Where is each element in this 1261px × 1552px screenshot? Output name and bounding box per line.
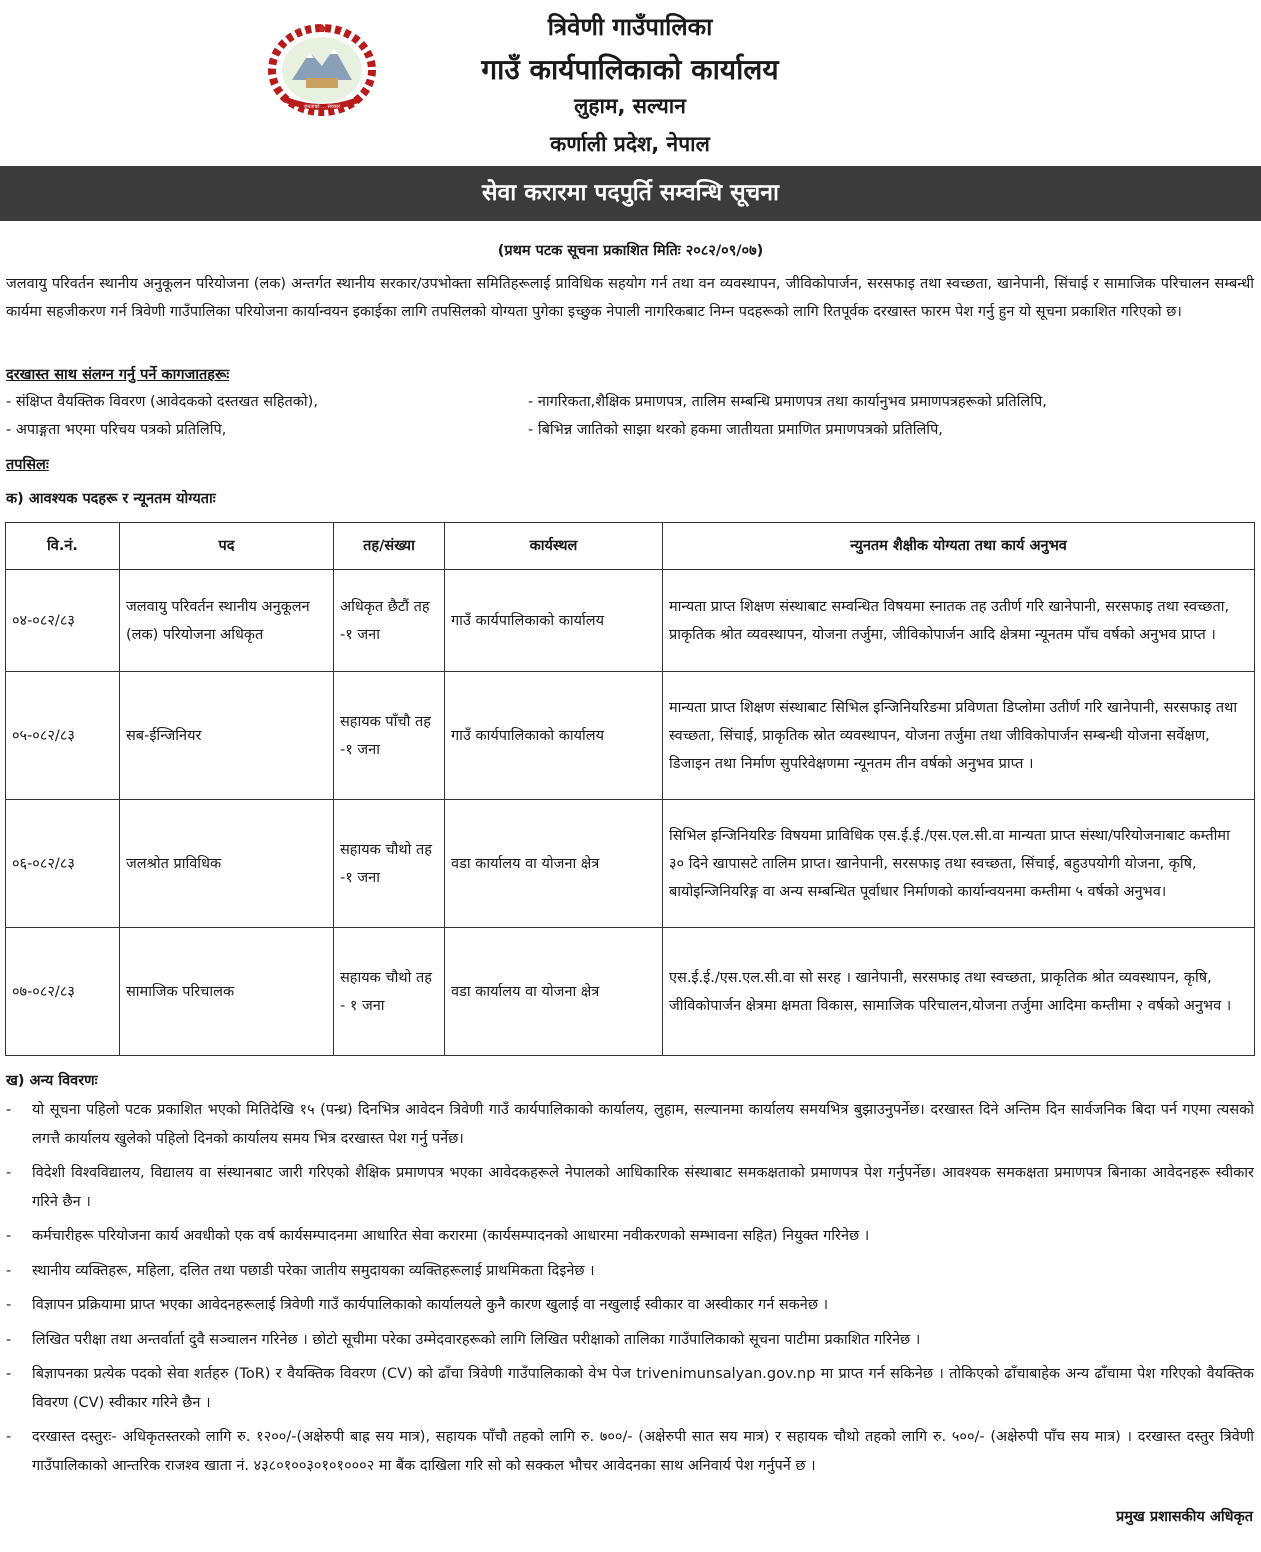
column-header: वि.नं. — [6, 523, 120, 570]
cell-place: वडा कार्यालय वा योजना क्षेत्र — [445, 928, 663, 1056]
document-item: - अपाङ्गता भएमा परिचय पत्रको प्रतिलिपि, — [6, 422, 227, 438]
tapasil-heading: तपसिलः — [6, 457, 49, 473]
other-details-list — [6, 1096, 1254, 1480]
list-item: - विज्ञापन प्रक्रियामा प्राप्त भएका आवेदनहरूलाई त्रिवेणी गाउँ कार्यपालिकाको कार्यालयले कुनै कारण खुलाई वा नखुलाई स्वीकार वा अस्वीकार गर्न सकनेछ । — [6, 1291, 1254, 1320]
cell-post: जलश्रोत प्राविधिक — [120, 800, 334, 928]
section-a-heading: क) आवश्यक पदहरू र न्यूनतम योग्यताः — [6, 491, 216, 507]
cell-number: ०७-०८२/८३ — [6, 928, 120, 1056]
publication-date: (प्रथम पटक सूचना प्रकाशित मितिः २०८२/०९/०७) — [497, 243, 764, 259]
list-item: - विदेशी विश्वविद्यालय, विद्यालय वा संस्थानबाट जारी गरिएको शैक्षिक प्रमाणपत्र भएका आवेदकहरूले नेपालको आधिकारिक संस्थाबाट समकक्षताको प्रमाणपत्र पेश गर्नुपर्नेछ। आवश्यक समकक्षता प्रमाणपत्र बिनाका आवेदनहरू स्वीकार गरिने छैन । — [6, 1159, 1254, 1216]
office-address: लुहाम, सल्यान — [574, 94, 686, 118]
cell-post: जलवायु परिवर्तन स्थानीय अनुकूलन (लक) परियोजना अधिकृत — [120, 570, 334, 672]
documents-heading: दरखास्त साथ संलग्न गर्नु पर्ने कागजातहरूः — [6, 367, 230, 383]
cell-level: सहायक चौथो तह -१ जना — [334, 800, 445, 928]
list-item: - स्थानीय व्यक्तिहरू, महिला, दलित तथा पछाडी परेका जातीय समुदायका व्यक्तिहरूलाई प्राथमिकता दिइनेछ । — [6, 1257, 1254, 1286]
intro-paragraph: जलवायु परिवर्तन स्थानीय अनुकूलन परियोजना (लक) अन्तर्गत स्थानीय सरकार/उपभोक्ता समितिहरूलाई प्राविधिक सहयोग गर्न तथा वन व्यवस्थापन, जीविकोपार्जन, सरसफाइ तथा स्वच्छता, खानेपानी, सिंचाई र सामाजिक परिचालन सम्बन्धी कार्यमा सहजीकरण गर्न त्रिवेणी गाउँपालिका परियोजना कार्यान्वयन इकाईका लागि तपसिलको योग्यता पुगेका इच्छुक नेपाली नागरिकबाट निम्न पदहरूको लागि रितपूर्वक दरखास्त फारम पेश गर्नु हुन यो सूचना प्रकाशित गरिएको छ। — [6, 276, 1254, 320]
table-row — [6, 928, 1255, 1056]
list-item: - बिज्ञापनका प्रत्येक पदको सेवा शर्तहरु (ToR) र वैयक्तिक विवरण (CV) को ढाँचा त्रिवेणी गाउँपालिकाको वेभ पेज trivenimunsalyan.gov.np मा प्राप्त गर्न सकिनेछ । तोकिएको ढाँचाबाहेक अन्य ढाँचामा पेश गरिएको वैयक्तिक विवरण (CV) स्वीकार गरिने छैन । — [6, 1360, 1254, 1417]
list-item: - दरखास्त दस्तुरः- अधिकृतस्तरको लागि रु. १२००/-(अक्षेरुपी बाह्र सय मात्र), सहायक पाँचौ तहको लागि रु. ७००/- (अक्षेरुपी सात सय मात्र) र सहायक चौथो तहको लागि रु. ५००/- (अक्षेरुपी पाँच सय मात्र) । दरखास्त दस्तुर त्रिवेणी गाउँपालिकाको आन्तरिक राजश्व खाता नं. ४३८०१००३०१०१०००२ मा बैंक दाखिला गरि सो को सक्कल भौचर आवेदनका साथ अनिवार्य पेश गर्नुपर्ने छ । — [6, 1423, 1254, 1480]
letterhead — [0, 0, 1261, 162]
cell-level: सहायक पाँचौ तह -१ जना — [334, 672, 445, 800]
list-item: - यो सूचना पहिलो पटक प्रकाशित भएको मितिदेखि १५ (पन्ध्र) दिनभित्र आवेदन त्रिवेणी गाउँ कार्यपालिकाको कार्यालय, लुहाम, सल्यानमा कार्यालय समयभित्र बुझाउनुपर्नेछ। दरखास्त दिने अन्तिम दिन सार्वजनिक बिदा पर्न गएमा त्यसको लगत्तै कार्यालय खुलेको पहिलो दिनको कार्यालय समय भित्र दरखास्त पेश गर्नु पर्नेछ। — [6, 1096, 1254, 1153]
cell-post: सब-ईन्जिनियर — [120, 672, 334, 800]
table-row — [6, 800, 1255, 928]
cell-level: सहायक चौथो तह - १ जना — [334, 928, 445, 1056]
office-name: गाउँ कार्यपालिकाको कार्यालय — [481, 53, 779, 86]
cell-place: गाउँ कार्यपालिकाको कार्यालय — [445, 672, 663, 800]
cell-qualification: मान्यता प्राप्त शिक्षण संस्थाबाट सम्वन्धित विषयमा स्नातक तह उतीर्ण गरि खानेपानी, सरसफाइ तथा स्वच्छता, प्राकृतिक श्रोत व्यवस्थापन, योजना तर्जुमा, जीविकोपार्जन आदि क्षेत्रमा न्यूनतम पाँच वर्षको अनुभव प्राप्त । — [663, 570, 1255, 672]
table-row — [6, 672, 1255, 800]
cell-level: अधिकृत छैटौं तह -१ जना — [334, 570, 445, 672]
emblem-text: जनताको ... सरकार — [303, 104, 341, 110]
cell-number: ०६-०८२/८३ — [6, 800, 120, 928]
column-header: पद — [120, 523, 334, 570]
province-country: कर्णाली प्रदेश, नेपाल — [550, 132, 710, 156]
document-item: - बिभिन्न जातिको साझा थरको हकमा जातीयता प्रमाणित प्रमाणपत्रको प्रतिलिपि, — [528, 422, 943, 438]
cell-qualification: सिभिल इन्जिनियरिङ विषयमा प्राविधिक एस.ई.ई./एस.एल.सी.वा मान्यता प्राप्त संस्था/परियोजनाबाट कम्तीमा ३० दिने खापासटे तालिम प्राप्त। खानेपानी, सरसफाइ तथा स्वच्छता, सिंचाई, बहुउपयोगी योजना, कृषि, बायोइन्जिनियरिङ्ग वा अन्य सम्बन्धित पूर्वाधार निर्माणको कार्यान्वयनमा कम्तीमा ५ वर्षको अनुभव। — [663, 800, 1255, 928]
table-header-row — [6, 523, 1255, 570]
section-b-heading: ख) अन्य विवरणः — [6, 1073, 98, 1089]
list-item: - लिखित परीक्षा तथा अन्तर्वार्ता दुवै सञ्चालन गरिनेछ । छोटो सूचीमा परेका उम्मेदवारहरूको लागि लिखित परीक्षाको तालिका गाउँपालिकाको सूचना पाटीमा प्रकाशित गरिनेछ । — [6, 1326, 1254, 1355]
cell-place: वडा कार्यालय वा योजना क्षेत्र — [445, 800, 663, 928]
list-item: - कर्मचारीहरू परियोजना कार्य अवधीको एक वर्ष कार्यसम्पादनमा आधारित सेवा करारमा (कार्यसम्पादनको आधारमा नवीकरणको सम्भावना सहित) नियुक्त गरिनेछ । — [6, 1222, 1254, 1251]
signatory-title: प्रमुख प्रशासकीय अधिकृत — [1116, 1509, 1253, 1525]
cell-number: ०५-०८२/८३ — [6, 672, 120, 800]
other-details-section — [6, 1070, 1254, 1486]
cell-qualification: मान्यता प्राप्त शिक्षण संस्थाबाट सिभिल इन्जिनियरिङमा प्रविणता डिप्लोमा उतीर्ण गरि खानेपानी, सरसफाइ तथा स्वच्छता, सिंचाई, प्राकृतिक स्रोत व्यवस्थापन, योजना तर्जुमा तथा जीविकोपार्जन सम्बन्धी योजना सर्वेक्षण, डिजाइन तथा निर्माण सुपरिवेक्षणमा न्यूनतम तीन वर्षको अनुभव प्राप्त । — [663, 672, 1255, 800]
column-header: न्युनतम शैक्षीक योग्यता तथा कार्य अनुभव — [663, 523, 1255, 570]
document-item: - नागरिकता,शैक्षिक प्रमाणपत्र, तालिम सम्बन्धि प्रमाणपत्र तथा कार्यानुभव प्रमाणपत्रहरूको प्रतिलिपि, — [528, 394, 1047, 410]
posts-table — [5, 522, 1255, 1056]
column-header: कार्यस्थल — [445, 523, 663, 570]
documents-right-list — [528, 388, 1047, 444]
notice-title-banner: सेवा करारमा पदपुर्ति सम्वन्धि सूचना — [0, 166, 1261, 221]
cell-post: सामाजिक परिचालक — [120, 928, 334, 1056]
column-header: तह/संख्या — [334, 523, 445, 570]
table-row — [6, 570, 1255, 672]
cell-number: ०४-०८२/८३ — [6, 570, 120, 672]
cell-qualification: एस.ई.ई./एस.एल.सी.वा सो सरह । खानेपानी, सरसफाइ तथा स्वच्छता, प्राकृतिक श्रोत व्यवस्थापन, कृषि, जीविकोपार्जन क्षेत्रमा क्षमता विकास, सामाजिक परिचालन,योजना तर्जुमा आदिमा कम्तीमा २ वर्षको अनुभव । — [663, 928, 1255, 1056]
cell-place: गाउँ कार्यपालिकाको कार्यालय — [445, 570, 663, 672]
document-item: - संक्षिप्त वैयक्तिक विवरण (आवेदकको दस्तखत सहितको), — [6, 394, 318, 410]
municipality-name: त्रिवेणी गाउँपालिका — [547, 13, 713, 41]
documents-left-list — [6, 388, 318, 444]
